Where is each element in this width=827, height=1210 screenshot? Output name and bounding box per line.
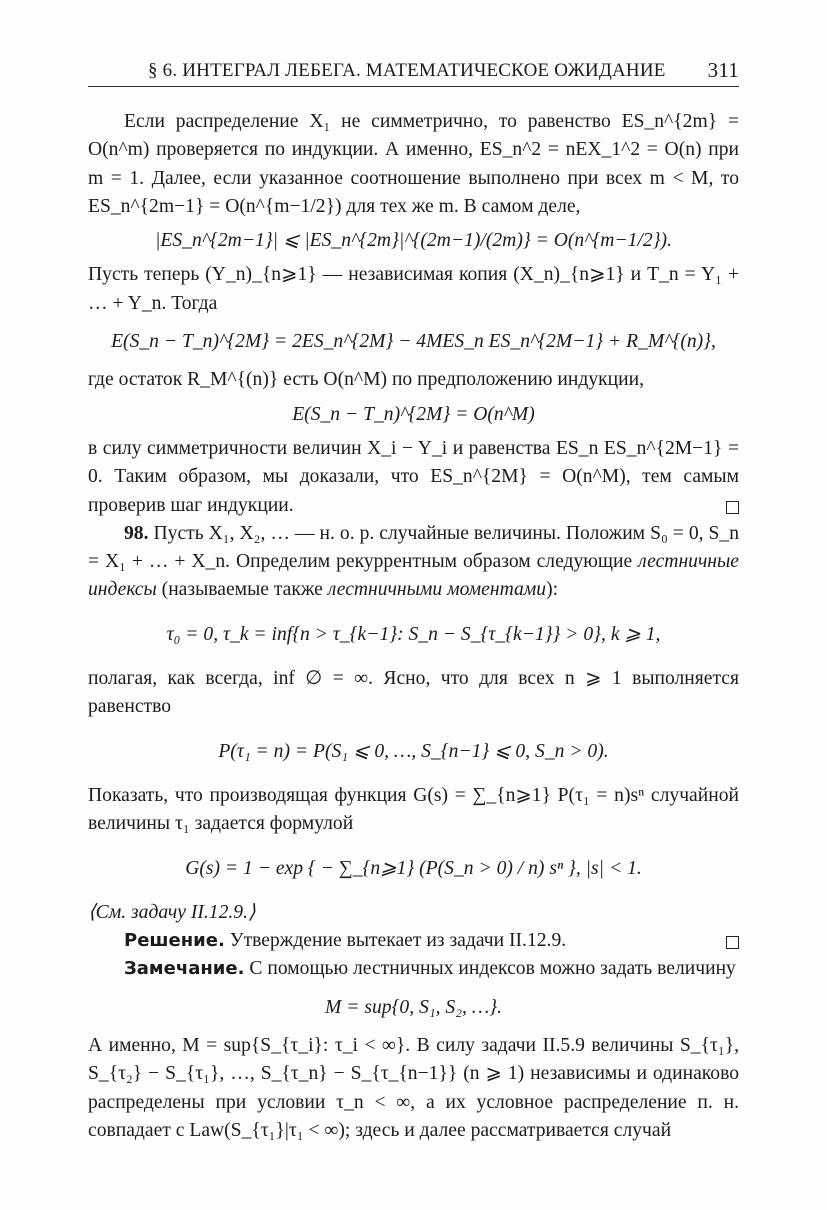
page-body bbox=[88, 108, 739, 1145]
paragraph-ladder-heights: А именно, M = sup{S_{τ_i}: τ_i < ∞}. В силу задачи II.5.9 величины S_{τ₁}, S_{τ₂} − S_{τ₁}, …, S_{τ_n} − S_{τ_{n−1}} (n ⩾ 1) независимы и одинаково распределены при условии τ_n < ∞, а их условное распределение п. н. совпадает с Law(S_{τ₁}|τ₁ < ∞); здесь и далее рассматривается случай bbox=[88, 1035, 739, 1141]
problem-text: Пусть X₁, X₂, … — н. о. р. случайные величины. Положим S₀ = 0, S_n = X₁ + … + X_n. Определим рекуррентным образом следующие bbox=[88, 522, 739, 573]
qed-square-icon bbox=[726, 501, 739, 514]
paragraph-asymmetric-case: Если распределение X₁ не симметрично, то равенство ES_n^{2m} = O(n^m) проверяется по индукции. А именно, ES_n^2 = nEX_1^2 = O(n) при m = 1. Далее, если указанное соотношение выполнено при всех m < M, то ES_n^{2m−1} = O(n^{m−1/2}) для тех же m. В самом деле, bbox=[88, 111, 739, 217]
equation-tau-distribution: P(τ₁ = n) = P(S₁ ⩽ 0, …, S_{n−1} ⩽ 0, S_n > 0). bbox=[218, 740, 609, 762]
paragraph-inf-convention: полагая, как всегда, inf ∅ = ∞. Ясно, что для всех n ⩾ 1 выполняется равенство bbox=[88, 668, 739, 718]
remark bbox=[88, 955, 739, 983]
term-ladder-moments: лестничными моментами bbox=[327, 579, 547, 601]
equation-ladder-definition: τ₀ = 0, τ_k = inf{n > τ_{k−1}: S_n − S_{τ_{k−1}} > 0}, k ⩾ 1, bbox=[166, 623, 661, 645]
problem-98 bbox=[88, 520, 739, 605]
solution-text: Утверждение вытекает из задачи II.12.9. bbox=[229, 930, 567, 952]
equation-supremum: M = sup{0, S₁, S₂, …}. bbox=[325, 996, 502, 1018]
paragraph-remainder: где остаток R_M^{(n)} есть O(n^M) по предположению индукции, bbox=[88, 369, 645, 391]
equation-odd-moment: |ES_n^{2m−1}| ⩽ |ES_n^{2m}|^{(2m−1)/(2m)} = O(n^{m−1/2}). bbox=[155, 230, 672, 252]
paragraph-independent-copy: Пусть теперь (Y_n)_{n⩾1} — независимая копия (X_n)_{n⩾1} и T_n = Y₁ + … + Y_n. Тогда bbox=[88, 264, 739, 314]
remark-text: С помощью лестничных индексов можно задать величину bbox=[249, 958, 736, 980]
equation-moment-bound: E(S_n − T_n)^{2M} = O(n^M) bbox=[292, 403, 535, 425]
equation-moment-expansion: E(S_n − T_n)^{2M} = 2ES_n^{2M} − 4MES_n ES_n^{2M−1} + R_M^{(n)}, bbox=[111, 331, 716, 353]
problem-number: 98. bbox=[124, 522, 149, 544]
equation-generating-function: G(s) = 1 − exp { − ∑_{n⩾1} (P(S_n > 0) / n) sⁿ }, |s| < 1. bbox=[185, 857, 642, 879]
page-number: 311 bbox=[707, 58, 739, 82]
induction-text: в силу симметричности величин X_i − Y_i и равенства ES_n ES_n^{2M−1} = 0. Таким образом, мы доказали, что ES_n^{2M} = O(n^M), тем самым проверив шаг индукции. bbox=[88, 437, 739, 516]
paragraph-generating-function: Показать, что производящая функция G(s) = ∑_{n⩾1} P(τ₁ = n)sⁿ случайной величины τ₁ задается формулой bbox=[88, 784, 739, 835]
remark-label: Замечание. bbox=[124, 958, 245, 980]
solution-label: Решение. bbox=[124, 930, 225, 952]
problem-text-mid: (называемые также bbox=[161, 579, 323, 601]
page-header bbox=[88, 56, 739, 87]
solution bbox=[88, 927, 739, 955]
qed-square-icon bbox=[726, 936, 739, 949]
running-title: § 6. ИНТЕГРАЛ ЛЕБЕГА. МАТЕМАТИЧЕСКОЕ ОЖИДАНИЕ bbox=[148, 60, 666, 81]
paragraph-induction-step bbox=[88, 435, 739, 520]
problem-text-end: ): bbox=[546, 579, 559, 601]
term-ladder-indices: лестничные индексы bbox=[88, 551, 739, 601]
reference-note: ⟨См. задачу II.12.9.⟩ bbox=[88, 901, 256, 923]
